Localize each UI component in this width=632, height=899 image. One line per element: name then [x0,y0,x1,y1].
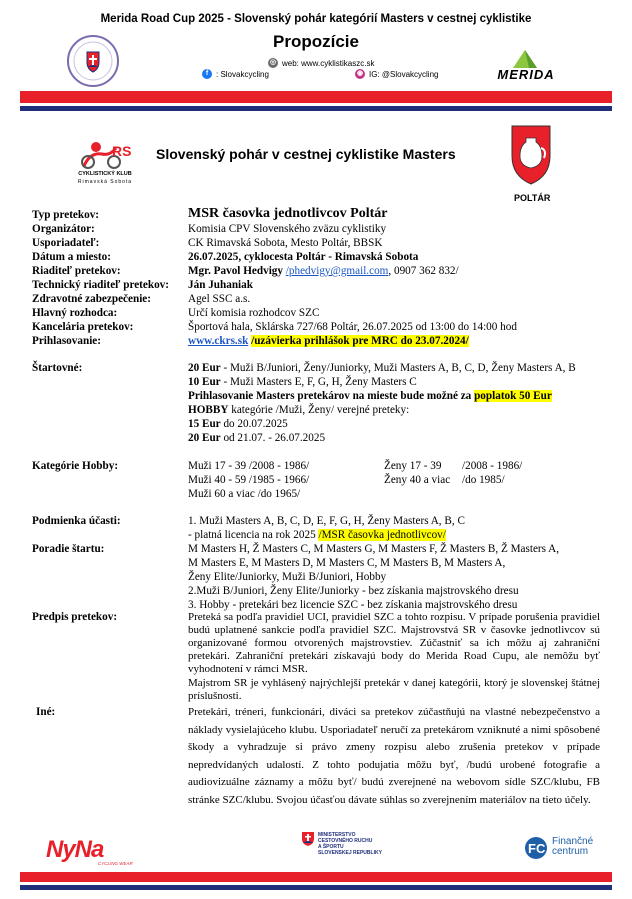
kancelaria-value: Športová hala, Sklárska 727/68 Poltár, 26.07.2025 od 13:00 do 14:00 hod [188,321,517,333]
nyna-wordmark: NyNa [46,836,104,863]
hobby-men-2: Muži 40 - 59 /1985 - 1966/ [188,474,310,486]
web-link[interactable]: web: www.cyklistikaszc.sk [282,58,375,68]
footer-stripe-red [20,872,612,882]
usp-label: Usporiadateľ: [32,237,100,249]
hobby-women-2-years: /do 1985/ [462,474,505,486]
merida-logo [480,44,572,84]
usp-value: CK Rimavská Sobota, Mesto Poltár, BBSK [188,237,383,249]
riaditel-email-link[interactable]: /phedvigy@gmail.com [285,265,389,277]
registration-deadline: /uzávierka prihlášok pre MRC do 23.07.2024/ [251,335,469,347]
instagram-link[interactable]: IG: @Slovakcycling [369,69,439,79]
riaditel-value [188,265,459,278]
ministry-line1: MINISTERSTVO [318,832,356,838]
svg-text:FC: FC [528,841,546,856]
fee-amount: 20 Eur [188,432,221,444]
registration-link[interactable]: www.ckrs.sk [188,335,249,347]
riaditel-label: Riaditeľ pretekov: [32,265,121,277]
hobby-word: HOBBY [188,404,229,416]
financne-centrum-text [552,837,593,857]
ministry-line3: A ŠPORTU [318,844,344,850]
globe-icon: ◎ [269,59,277,66]
footer-stripe-navy [20,885,612,890]
svg-text:RS: RS [112,143,132,159]
hlavny-rozhodca-value: Určí komisia rozhodcov SZC [188,307,320,319]
header-stripe-red [20,91,612,103]
instagram-contact [355,69,438,79]
hobby-women-2: Ženy 40 a viac [384,474,451,486]
startovne-line1 [188,362,576,375]
poradie-line5: 3. Hobby - pretekári bez licencie SZC - bez získania majstrovského dresu [188,599,518,611]
startovne-line6 [188,432,325,445]
nyna-subtitle: CYCLING WEAR [98,861,133,866]
hobby-label: Kategórie Hobby: [32,460,119,472]
town-label: POLTÁR [514,193,551,203]
poradie-line3: Ženy Elite/Juniorky, Muži B/Juniori, Hobby [188,571,387,583]
club-logo-line1: CYKLISTICKÝ KLUB [78,171,132,177]
poradie-line4: 2.Muži B/Juniori, Ženy Elite/Juniorky - bez získania majstrovského dresu [188,585,519,597]
typ-label: Typ pretekov: [32,209,100,221]
kancelaria-label: Kancelária pretekov: [32,321,134,333]
onsite-fee: poplatok 50 Eur [474,390,552,402]
szc-logo [66,34,120,88]
hobby-women-1: Ženy 17 - 39 [384,460,442,472]
riaditel-phone: , 0907 362 832/ [388,265,459,277]
predpis-label: Predpis pretekov: [32,611,118,623]
ministry-line2: CESTOVNÉHO RUCHU [318,838,373,844]
hobby-women-1-years: /2008 - 1986/ [462,460,523,472]
document-top-title: Merida Road Cup 2025 - Slovenský pohár kategórií Masters v cestnej cyklistike [100,13,532,25]
startovne-line4 [188,404,409,417]
club-logo [70,136,140,192]
fee-amount: 15 Eur [188,418,221,430]
instagram-icon: ◉ [356,70,364,77]
zdrav-value: Agel SSC a.s. [188,293,251,305]
ministry-line4: SLOVENSKEJ REPUBLIKY [318,850,382,856]
financne-centrum-logo-icon [524,836,548,860]
license-text: - platná licencia na rok 2025 [188,529,319,541]
podmienka-line1: 1. Muži Masters A, B, C, D, E, F, G, H, Ženy Masters A, B, C [188,515,465,527]
tech-value: Ján Juhaniak [188,279,253,291]
onsite-registration-text: Prihlasovanie Masters pretekárov na mieste bude možné za [188,390,475,402]
startovne-line2 [188,376,417,389]
facebook-link[interactable]: : Slovakcycling [216,69,269,79]
event-title: Slovenský pohár v cestnej cyklistike Masters [156,146,456,162]
merida-wordmark: MERIDA [497,67,555,82]
poradie-label: Poradie štartu: [32,543,105,555]
header-stripe-navy [20,106,612,111]
typ-value: MSR časovka jednotlivcov Poltár [188,206,388,221]
poradie-line1: M Masters H, Ž Masters C, M Masters G, M Masters F, Ž Masters B, Ž Masters A, [188,543,560,555]
fee-text: - Muži Masters E, F, G, H, Ženy Masters C [220,376,417,388]
ine-label: Iné: [36,706,56,718]
fee-text: do 20.07.2025 [220,418,288,430]
datum-value: 26.07.2025, cyklocesta Poltár - Rimavská Sobota [188,251,419,263]
startovne-line5 [188,418,288,431]
predpis-paragraph-1: Preteká sa podľa pravidiel UCI, pravidiel SZC a tohto rozpisu. V prípade porušenia pravidiel budú uplatnené sankcie podľa pravidiel SZC. Majstrovstvá SR v časovke jednotlivcov sú organizované formou otvorených majstrovstiev. Zúčastniť sa ich môžu aj zahraniční pretekári. Zahraniční pretekári získavajú body do Merida Road Cupu, ale nemôžu byť vyhodnotení v rámci MSR. [188,611,600,675]
facebook-contact [202,69,269,79]
riaditel-name: Mgr. Pavol Hedvigy [188,265,283,277]
podmienka-line2 [188,529,446,542]
fee-amount: 10 Eur [188,376,221,388]
license-highlight: /MSR časovka jednotlivcov/ [318,529,446,541]
fc-line2: centrum [552,846,589,857]
org-label: Organizátor: [32,223,95,235]
hobby-men-3: Muži 60 a viac /do 1965/ [188,488,301,500]
web-contact [268,58,374,68]
ine-paragraph: Pretekári, tréneri, funkcionári, diváci sa pretekov zúčastňujú na vlastné nebezpečenstvo a náklady vysielajúceho klubu. Usporiadateľ neručí za pretekárom vzniknuté a nimi spôsobené škody a vyhradzuje si právo zmeny rozpisu alebo zrušenia pretekov v prípade nepredvídaných udalostí. Z tohto podujatia môžu byť, /budú urobené fotografie a audiovizuálne záznamy a môžu byť/ budú zverejnené na webovom sídle SZC/klubu, FB stránke SZC/klubu. Svojou účasťou dávate súhlas so zverejnením materiálov na tieto účely. [188,706,600,806]
fee-text: - Muži B/Juniori, Ženy/Juniorky, Muži Masters A, B, C, D, Ženy Masters A, B [220,362,576,374]
datum-label: Dátum a miesto: [32,251,111,263]
club-logo-line2: Rimavská Sobota [77,179,133,185]
zdrav-label: Zdravotné zabezpečenie: [32,293,151,305]
hobby-men-1: Muži 17 - 39 /2008 - 1986/ [188,460,310,472]
slovak-coat-of-arms-icon [302,832,314,846]
tech-label: Technický riaditeľ pretekov: [32,279,170,291]
prihlasovanie-label: Prihlasovanie: [32,335,101,347]
org-value: Komisia CPV Slovenského zväzu cyklistiky [188,223,387,235]
fee-amount: 20 Eur [188,362,221,374]
nyna-logo [46,836,150,866]
document-subtitle: Propozície [273,32,359,51]
poradie-line2: M Masters E, M Masters D, M Masters C, M Masters B, M Masters A, [188,557,506,569]
ministry-logo-text [318,832,382,856]
startovne-line3 [188,390,552,403]
fee-text: od 21.07. - 26.07.2025 [220,432,326,444]
poltar-coat-of-arms [510,124,552,186]
fc-line1: Finančné [552,836,594,847]
hobby-text: kategórie /Muži, Ženy/ verejné preteky: [228,404,410,416]
prihlasovanie-value [188,335,469,348]
podmienka-label: Podmienka účasti: [32,515,121,527]
startovne-label: Štartovné: [32,362,83,374]
hlavny-rozhodca-label: Hlavný rozhodca: [32,307,118,319]
facebook-icon: f [202,69,212,79]
predpis-paragraph-2: Majstrom SR je vyhlásený najrýchlejší pretekár v danej kategórii, ktorý je slovenskej štátnej príslušnosti. [188,677,600,702]
